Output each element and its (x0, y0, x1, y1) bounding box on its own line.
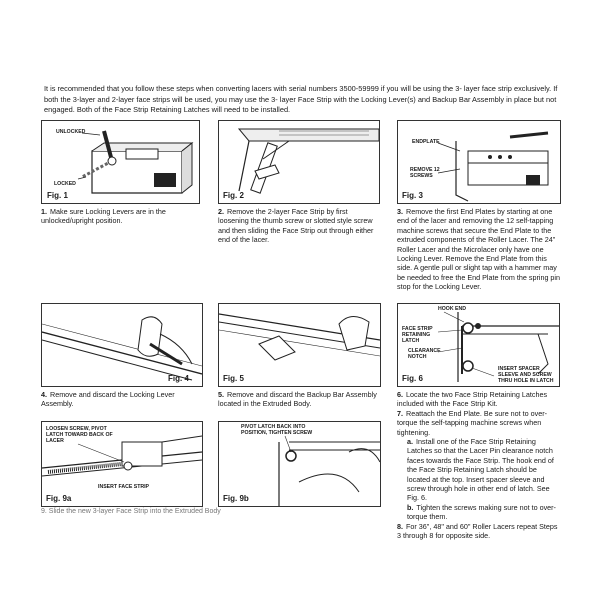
insert-spacer-label: INSERT SPACER SLEEVE AND SCREW THRU HOLE IN LATCH (498, 366, 554, 384)
step-7b-text: Tighten the screws making sure not to over-torque them. (407, 502, 556, 522)
step-6 (397, 390, 562, 409)
fig-9a-caption: Fig. 9a (46, 494, 72, 503)
step-7 (397, 409, 562, 437)
step-5 (218, 390, 379, 409)
fig-1-caption: Fig. 1 (47, 191, 68, 200)
step-5-number: 5. (218, 390, 224, 399)
step-8 (397, 522, 562, 541)
step-4 (41, 390, 201, 409)
step-2-number: 2. (218, 207, 224, 216)
step-5-text: Remove and discard the Backup Bar Assembly located in the Extruded Body. (218, 390, 377, 409)
hook-end-label: HOOK END (438, 306, 466, 312)
endplate-label: ENDPLATE (412, 139, 440, 145)
step-4-number: 4. (41, 390, 47, 399)
step-7-number: 7. (397, 408, 403, 418)
step-7a-number: a. (407, 437, 413, 447)
figure-5-panel (218, 303, 381, 387)
pivot-latch-label: PIVOT LATCH BACK INTO POSITION, TIGHTEN SCREW (241, 424, 313, 436)
step-6-number: 6. (397, 390, 403, 399)
step-1 (41, 207, 199, 226)
fig-6-caption: Fig. 6 (402, 374, 423, 383)
step-7a (397, 437, 562, 503)
step-4-text: Remove and discard the Locking Lever Assembly. (41, 390, 175, 409)
loosen-screw-label: LOOSEN SCREW, PIVOT LATCH TOWARD BACK OF LACER (46, 426, 113, 444)
figure-2-panel (218, 120, 380, 204)
fig-2-caption: Fig. 2 (223, 191, 244, 200)
unlocked-label: UNLOCKED (56, 129, 86, 135)
figure-3-panel (397, 120, 561, 204)
figure-4-panel (41, 303, 203, 387)
locked-label: LOCKED (54, 181, 76, 187)
step-3-number: 3. (397, 207, 403, 216)
fig-9b-caption: Fig. 9b (223, 494, 249, 503)
steps-6-8 (397, 390, 562, 541)
step-1-text: Make sure Locking Levers are in the unlocked/upright position. (41, 207, 166, 226)
fig-5-caption: Fig. 5 (223, 374, 244, 383)
step-3 (397, 207, 562, 292)
fig-4-caption: Fig. 4 (168, 374, 189, 383)
step-2-text: Remove the 2-layer Face Strip by first loosening the thumb screw or slotted style screw and then sliding the Face Strip out through either end of the lacer. (218, 207, 374, 245)
insert-face-strip-label: INSERT FACE STRIP (98, 484, 150, 490)
remove-screws-label: REMOVE 12 SCREWS (410, 167, 440, 179)
step-3-text: Remove the first End Plates by starting at one end of the lacer and removing the 12 self-tapping machine screws that secure the End Plate to the extruded components of the Roller Lacer. The 24" Roller Lacer and the Microlacer only have one Locking Lever. Remove the End Plate from this side. A gentle pull or slight tap with a hammer may be needed to free the End Plate from the spring pin stop for the Locking Lever. (397, 207, 561, 292)
step-6-text: Locate the two Face Strip Retaining Latches included with the Face Strip Kit. (397, 390, 548, 409)
step-8-text: For 36", 48" and 60" Roller Lacers repeat Steps 3 through 8 for opposite side. (397, 521, 558, 541)
intro-paragraph: It is recommended that you follow these steps when converting lacers with serial numbers 3500-59999 if you will be using the 3- layer face strip exclusively. If both the 3-layer and 2-layer face strips will be used, you may use the 3- layer Face Strip with the Locking Lever(s) and Backup Bar Assembly in place but not engaged. Both of the Face Strip Retaining Latches will need to be installed. (44, 84, 558, 115)
figure-6-panel (397, 303, 560, 387)
clearance-notch-label: CLEARANCE NOTCH (408, 348, 441, 360)
figure-9b-panel (218, 421, 381, 507)
step-7b (397, 503, 562, 522)
step-7a-text: Install one of the Face Strip Retaining Latches so that the Lacer Pin clearance notch faces towards the Face Strip. The hook end of the Face Strip Retaining Latch should be located at the top. Insert spacer sleeve and screw through hole in other end of latch. See Fig. 6. (407, 437, 554, 503)
step-2 (218, 207, 378, 245)
retaining-latch-label: FACE STRIP RETAINING LATCH (402, 326, 433, 344)
cutoff-step-9: 9. Slide the new 3-layer Face Strip into the Extruded Body (41, 508, 221, 515)
step-1-number: 1. (41, 207, 47, 216)
figure-9a-panel (41, 421, 203, 507)
step-7b-number: b. (407, 502, 414, 512)
figure-1-panel (41, 120, 200, 204)
step-7-text: Reattach the End Plate. Be sure not to over-torque the self-tapping machine screws when tightening. (397, 408, 548, 437)
fig-3-caption: Fig. 3 (402, 191, 423, 200)
step-8-number: 8. (397, 521, 403, 531)
